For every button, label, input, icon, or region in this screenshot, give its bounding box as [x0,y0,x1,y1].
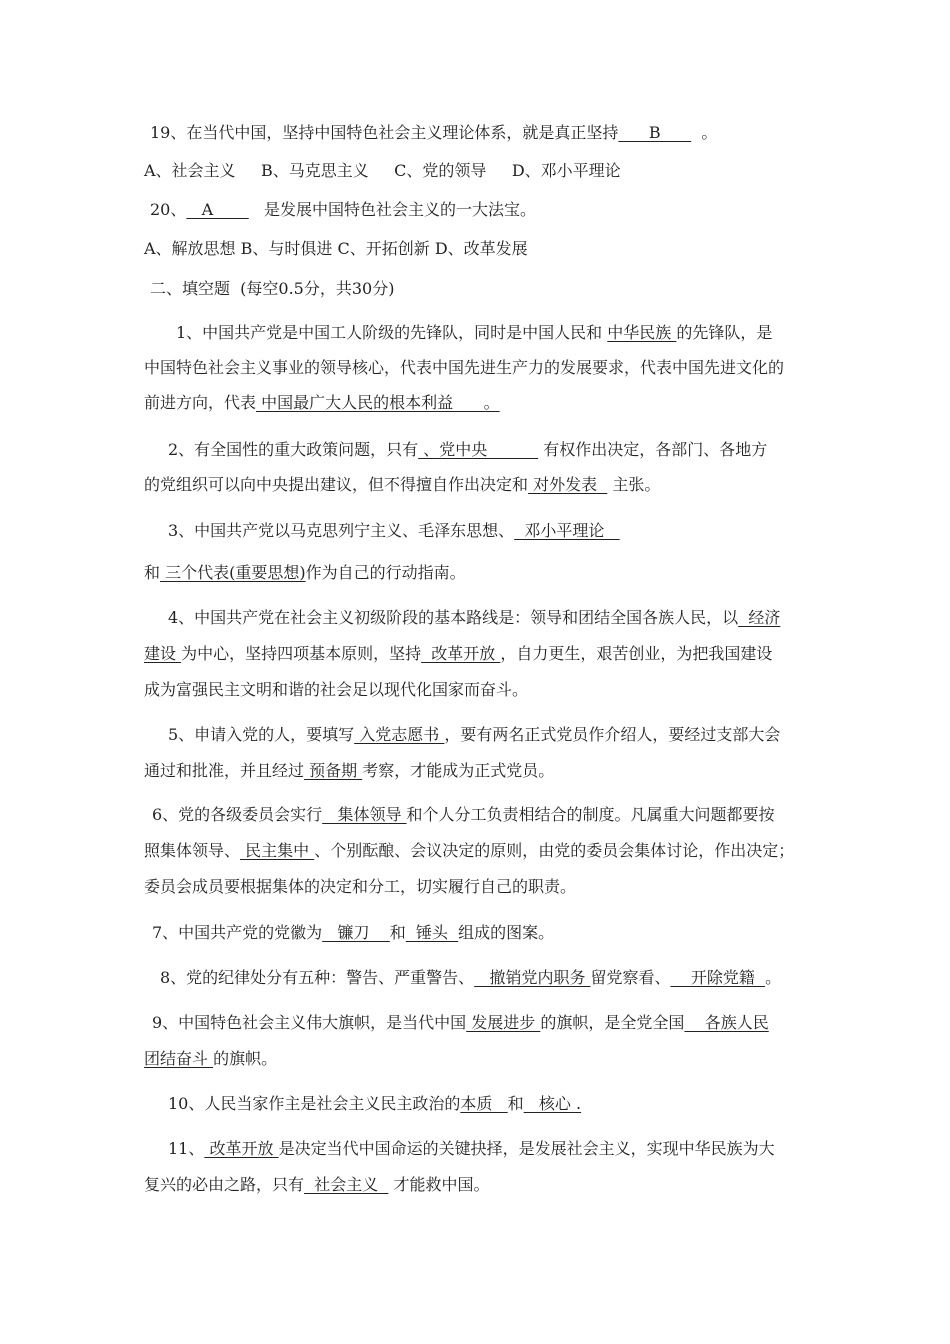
text-segment: 20、 [150,200,187,219]
text-segment: 委员会成员要根据集体的决定和分工，切实履行自己的职责。 [144,877,577,896]
text-segment: 8、党的纪律处分有五种：警告、严重警告、 [160,968,475,987]
answer-blank: 镰刀 [322,923,390,942]
text-segment: 才能救中国。 [388,1175,490,1194]
text-line [168,520,620,542]
text-line [144,562,466,584]
answer-blank: 发展进步 [466,1013,541,1032]
text-segment: 和个人分工负责相结合的制度。凡属重大问题都要按 [406,805,775,824]
answer-blank: 本质 [460,1094,508,1113]
text-segment: 3、中国共产党以马克思列宁主义、毛泽东思想、 [168,521,515,540]
text-segment: 。 [691,123,718,142]
answer-blank: 开除党籍 [670,968,766,987]
answer-blank: 建设 [144,644,182,663]
text-segment: A、社会主义 B、马克思主义 C、党的领导 D、邓小平理论 [144,161,621,180]
answer-blank: B [618,123,692,142]
text-line [144,160,621,182]
text-segment: ，自力更生，艰苦创业，为把我国建设 [500,644,773,663]
text-line [168,1138,775,1160]
answer-blank: 三个代表(重要思想) [160,563,306,582]
text-segment: 和 [507,1094,524,1113]
text-line [144,357,784,379]
answer-blank: 改革开放 [204,1139,279,1158]
text-segment: 10、人民当家作主是社会主义民主政治的 [168,1094,461,1113]
text-segment: 11、 [168,1139,205,1158]
text-segment: 是发展中国特色社会主义的一大法宝。 [248,200,537,219]
text-line [150,278,394,300]
text-line [150,122,717,144]
text-segment: 的旗帜，是全党全国 [540,1013,685,1032]
text-line [152,922,554,944]
text-segment: 2、有全国性的重大政策问题，只有 [168,440,419,459]
text-segment: 通过和批准，并且经过 [144,761,305,780]
text-line [176,322,772,344]
answer-blank: 邓小平理论 [514,521,620,540]
text-line [144,1048,277,1070]
text-segment: 的先锋队，是 [676,323,773,342]
answer-blank: 预备期 [304,761,363,780]
text-line [152,804,775,826]
text-segment: 是决定当代中国命运的关键抉择，是发展社会主义，实现中华民族为大 [278,1139,775,1158]
text-segment: 5、申请入党的人，要填写 [168,725,355,744]
text-line [168,1093,581,1115]
text-segment: 和 [389,923,406,942]
text-line [144,1174,489,1196]
text-segment: 1、中国共产党是中国工人阶级的先锋队，同时是中国人民和 [176,323,608,342]
text-segment: 为中心，坚持四项基本原则，坚持 [181,644,422,663]
text-line [168,439,767,461]
answer-blank: 改革开放 [421,644,501,663]
answer-blank: 团结奋斗 [144,1049,214,1068]
text-segment: 前进方向，代表 [144,393,257,412]
text-line [144,876,576,898]
answer-blank: 、党中央 [418,440,539,459]
text-line [144,474,660,496]
text-line [144,392,500,414]
text-line [144,760,554,782]
text-line [144,643,772,665]
text-segment: 9、中国特色社会主义伟大旗帜，是当代中国 [152,1013,467,1032]
text-segment: 、个别酝酿、会议决定的原则，由党的委员会集体讨论，作出决定； [314,841,795,860]
text-segment: 有权作出决定，各部门、各地方 [538,440,768,459]
text-segment: ，要有两名正式党员作介绍人，要经过支部大会 [444,725,781,744]
text-segment: 作为自己的行动指南。 [305,563,466,582]
text-segment: 组成的图案。 [458,923,555,942]
text-segment: 的旗帜。 [213,1049,278,1068]
text-segment: 考察，才能成为正式党员。 [362,761,555,780]
text-segment: 19、在当代中国，坚持中国特色社会主义理论体系，就是真正坚持 [150,123,619,142]
text-segment: 7、中国共产党的党徽为 [152,923,323,942]
text-line [144,840,794,862]
text-segment: 4、中国共产党在社会主义初级阶段的基本路线是：领导和团结全国各族人民，以 [168,608,739,627]
answer-blank: 锤头 [405,923,459,942]
text-segment: A、解放思想 B、与时俱进 C、开拓创新 D、改革发展 [144,239,528,258]
answer-blank: 中国最广大人民的根本利益 。 [256,393,500,412]
text-segment: 。 [765,968,782,987]
answer-blank: 撤销党内职务 [474,968,591,987]
answer-blank: A [186,200,249,219]
text-segment: 的党组织可以向中央提出建议，但不得擅自作出决定和 [144,475,529,494]
answer-blank: 核心 . [523,1094,582,1113]
answer-blank: 各族人民 [684,1013,769,1032]
text-line [168,724,780,746]
text-segment: 和 [144,563,161,582]
text-segment: 复兴的必由之路，只有 [144,1175,305,1194]
answer-blank: 社会主义 [304,1175,389,1194]
text-segment: 主张。 [607,475,661,494]
text-segment: 留党察看、 [590,968,671,987]
text-segment: 二、填空题 (每空0.5分，共30分) [150,279,395,298]
answer-blank: 对外发表 [528,475,608,494]
text-line [150,199,536,221]
answer-blank: 民主集中 [240,841,315,860]
answer-blank: 中华民族 [607,323,677,342]
text-line [144,238,528,260]
text-segment: 6、党的各级委员会实行 [152,805,323,824]
answer-blank: 经济 [738,608,781,627]
text-line [160,967,781,989]
text-segment: 照集体领导、 [144,841,241,860]
text-segment: 成为富强民主文明和谐的社会足以现代化国家而奋斗。 [144,680,529,699]
answer-blank: 集体领导 [322,805,407,824]
text-line [168,607,780,629]
text-segment: 中国特色社会主义事业的领导核心，代表中国先进生产力的发展要求，代表中国先进文化的 [144,358,785,377]
text-line [144,679,528,701]
answer-blank: 入党志愿书 [354,725,445,744]
text-line [152,1012,769,1034]
